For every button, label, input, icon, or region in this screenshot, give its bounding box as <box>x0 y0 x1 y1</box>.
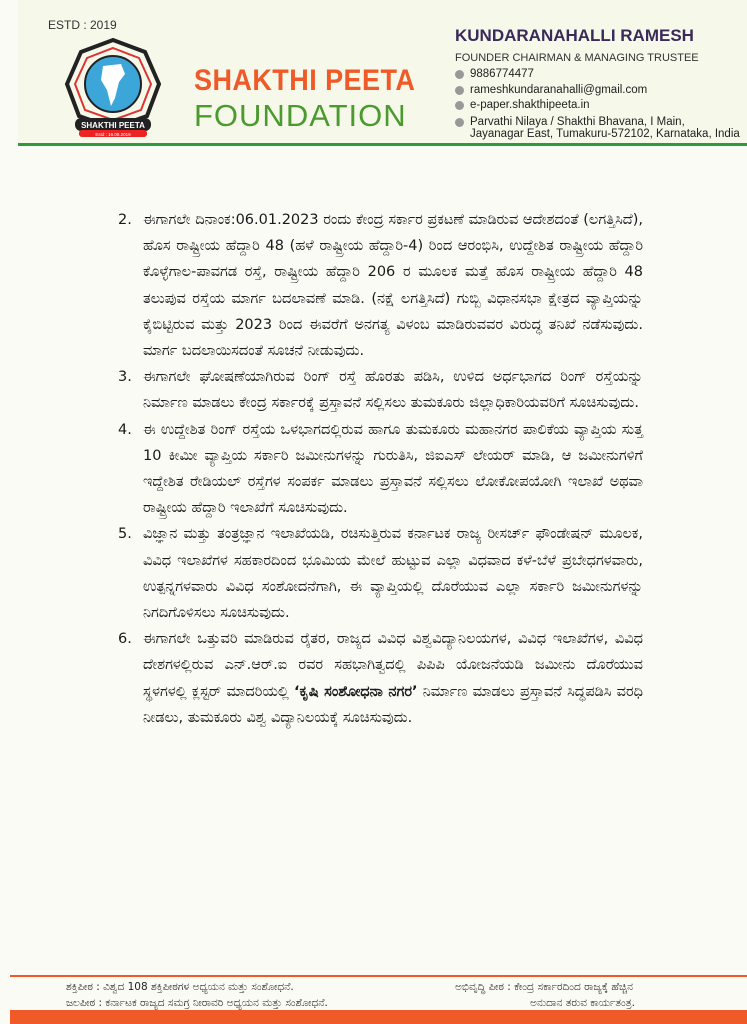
footer-divider <box>10 975 747 977</box>
item-number: 6. <box>118 631 132 648</box>
item-text: ಈಗಾಗಲೇ ಘೋಷಣೆಯಾಗಿರುವ ರಿಂಗ್ ರಸ್ತೆ ಹೊರತು ಪಡಿಸಿ, ಉಳಿದ ಅರ್ಧಭಾಗದ ರಿಂಗ್ ರಸ್ತೆಯನ್ನು ನಿರ್ಮಾಣ ಮಾಡಲು ಕೇಂದ್ರ ಸರ್ಕಾರಕ್ಕೆ ಪ್ರಸ್ತಾವನೆ ಸಲ್ಲಿಸಲು ತುಮಕೂರು ಜಿಲ್ಲಾಧಿಕಾರಿಯವರಿಗೆ ಸೂಚಿಸುವುದು. <box>143 369 643 412</box>
item-text-part: ನಿರ್ಮಾಣ ಮಾಡಲು ಪ್ರಸ್ತಾವನೆ ಸಿದ್ಧಪಡಿಸಿ ವರಧಿ ನೀಡಲು, ತುಮಕೂರು ವಿಶ್ವ ವಿದ್ಯಾನಿಲಯಕ್ಕೆ ಸೂಚಿಸುವುದು. <box>143 683 643 726</box>
svg-text:Estd : 16.08.2019: Estd : 16.08.2019 <box>95 132 131 137</box>
footer-shakthipeeta: ಶಕ್ತಿಪೀಠ : ವಿಶ್ವದ 108 ಶಕ್ತಿಪೀಠಗಳ ಅಧ್ಯಯನ ಮತ್ತು ಸಂಶೋಧನೆ. <box>66 981 294 993</box>
footer-abhivruddhi: ಅಭಿವೃದ್ಧಿ ಪೀಠ : ಕೇಂದ್ರ ಸರ್ಕಾರದಿಂದ ರಾಜ್ಯಕ್ಕೆ ಹೆಚ್ಚಿನ <box>455 981 633 993</box>
foundation-logo <box>63 38 163 138</box>
footer-jalapeeta: ಜಲಪೀಠ : ಕರ್ನಾಟಕ ರಾಜ್ಯದ ಸಮಗ್ರ ನೀರಾವರಿ ಅಧ್ಯಯನ ಮತ್ತು ಸಂಶೋಧನೆ. <box>66 997 328 1009</box>
list-item <box>118 521 643 626</box>
item-number: 5. <box>118 526 132 543</box>
item-number: 2. <box>118 212 132 228</box>
list-item <box>118 417 643 522</box>
list-item <box>118 364 643 416</box>
address-line-1: Parvathi Nilaya / Shakthi Bhavana, I Main, <box>470 116 685 128</box>
address-contact <box>455 116 740 140</box>
phone-number: 9886774477 <box>470 68 534 80</box>
item-text-part: ಈಗಾಗಲೇ ಒತ್ತುವರಿ ಮಾಡಿರುವ ರೈತರ, ರಾಜ್ಯದ ವಿವಿಧ ವಿಶ್ವವಿದ್ಯಾನಿಲಯಗಳ, ವಿವಿಧ ಇಲಾಖೆಗಳ, ವಿವಿಧ ದೇಶಗಳಲ್ಲಿರುವ ಎನ್.ಆರ್.ಐ ರವರ ಸಹಭಾಗಿತ್ವದಲ್ಲಿ ಪಿಪಿಪಿ ಯೋಜನೆಯಡಿ ಜಮೀನು ದೊರೆಯುವ ಸ್ಥಳಗಳಲ್ಲಿ ಕ್ಲಸ್ಟರ್ ಮಾದರಿಯಲ್ಲಿ <box>143 631 643 700</box>
svg-text:SHAKTHI PEETA: SHAKTHI PEETA <box>81 121 145 130</box>
highlighted-project-name: ‘ಕೃಷಿ ಸಂಶೋಧನಾ ನಗರ’ <box>294 683 418 700</box>
item-text: ವಿಜ್ಞಾನ ಮತ್ತು ತಂತ್ರಜ್ಞಾನ ಇಲಾಖೆಯಡಿ, ರಚಿಸುತ್ತಿರುವ ಕರ್ನಾಟಕ ರಾಜ್ಯ ರೀಸರ್ಚ್ ಫೌಂಡೇಷನ್ ಮೂಲಕ, ವಿವಿಧ ಇಲಾಖೆಗಳ ಸಹಕಾರದಿಂದ ಭೂಮಿಯ ಮೇಲೆ ಹುಟ್ಟುವ ಎಲ್ಲಾ ವಿಧವಾದ ಕಳೆ-ಬೆಳೆ ಪ್ರಬೇಧಗಳವಾರು, ಉತ್ಪನ್ನಗಳವಾರು ವಿವಿಧ ಸಂಶೋದನೆಗಾಗಿ, ಈ ವ್ಯಾಪ್ತಿಯಲ್ಲಿ ದೊರೆಯುವ ಎಲ್ಲಾ ಸರ್ಕಾರಿ ಜಮೀನುಗಳನ್ನು ನಿಗದಿಗೊಳಿಸಲು ಸೂಚಿಸುವುದು. <box>143 526 643 622</box>
website-url: e-paper.shakthipeeta.in <box>470 99 590 111</box>
person-name: KUNDARANAHALLI RAMESH <box>455 26 694 45</box>
phone-icon <box>455 70 464 79</box>
person-role: FOUNDER CHAIRMAN & MANAGING TRUSTEE <box>455 52 699 64</box>
footer-left <box>66 979 328 1011</box>
email-icon <box>455 86 464 95</box>
email-contact <box>455 84 647 96</box>
item-text: ಈ ಉದ್ದೇಶಿತ ರಿಂಗ್ ರಸ್ತೆಯ ಒಳಭಾಗದಲ್ಲಿರುವ ಹಾಗೂ ತುಮಕೂರು ಮಹಾನಗರ ಪಾಲಿಕೆಯ ವ್ಯಾಪ್ತಿಯ ಸುತ್ತ 10 ಕೀಮೀ ವ್ಯಾಪ್ತಿಯ ಸರ್ಕಾರಿ ಜಮೀನುಗಳನ್ನು ಗುರುತಿಸಿ, ಜಿಐಎಸ್ ಲೇಯರ್ ಮಾಡಿ, ಆ ಜಮೀನುಗಳಿಗೆ ಇದ್ದೇಶಿತ ರೇಡಿಯಲ್ ರಸ್ತೆಗಳ ಸಂಪರ್ಕ ಮಾಡಲು ಪ್ರಸ್ತಾವನೆ ಸಲ್ಲಿಸಲು ಲೋಕೋಪಯೋಗಿ ಇಲಾಖೆ ಅಥವಾ ರಾಷ್ಟ್ರೀಯ ಹೆದ್ದಾರಿ ಇಲಾಖೆಗೆ ಸೂಚಿಸುವುದು. <box>143 421 643 517</box>
footer-bar <box>10 1010 747 1024</box>
established-year: ESTD : 2019 <box>48 18 117 32</box>
address-line-2: Jayanagar East, Tumakuru-572102, Karnataka, India <box>470 128 740 140</box>
item-number: 3. <box>118 369 132 386</box>
list-item <box>118 207 643 364</box>
phone-contact <box>455 68 534 80</box>
globe-icon <box>455 101 464 110</box>
item-text: ಈಗಾಗಲೇ ದಿನಾಂಕ:06.01.2023 ರಂದು ಕೇಂದ್ರ ಸರ್ಕಾರ ಪ್ರಕಟಣೆ ಮಾಡಿರುವ ಆದೇಶದಂತೆ (ಲಗತ್ತಿಸಿದೆ), ಹೊಸ ರಾಷ್ಟ್ರೀಯ ಹೆದ್ದಾರಿ 48 (ಹಳೆ ರಾಷ್ಟ್ರೀಯ ಹೆದ್ದಾರಿ-4) ರಿಂದ ಆರಂಭಿಸಿ, ಉದ್ದೇಶಿತ ರಾಷ್ಟ್ರೀಯ ಹೆದ್ದಾರಿ ಕೊಳ್ಳೆಗಾಲ-ಪಾವಗಡ ರಸ್ತೆ, ರಾಷ್ಟ್ರೀಯ ಹೆದ್ದಾರಿ 206 ರ ಮೂಲಕ ಮತ್ತೆ ಹೊಸ ರಾಷ್ಟ್ರೀಯ ಹೆದ್ದಾರಿ 48 ತಲುಪುವ ರಸ್ತೆಯ ಮಾರ್ಗ ಬದಲಾವಣೆ ಮಾಡಿ. (ನಕ್ಷೆ ಲಗತ್ತಿಸಿದೆ) ಗುಬ್ಬಿ ವಿಧಾನಸಭಾ ಕ್ಷೇತ್ರದ ವ್ಯಾಪ್ತಿಯನ್ನು ಕೈಬಿಟ್ಟಿರುವ ಮತ್ತು 2023 ರಿಂದ ಈವರೆಗೆ ಅನಗತ್ಯ ವಿಳಂಬ ಮಾಡಿರುವವರ ವಿರುದ್ಧ ತನಿಖೆ ನಡೆಸುವುದು. ಮಾರ್ಗ ಬದಲಾಯಿಸದಂತೆ ಸೂಚನೆ ನೀಡುವುದು. <box>143 212 643 360</box>
organization-subtitle: FOUNDATION <box>194 98 407 133</box>
footer-right <box>455 979 635 1011</box>
item-number: 4. <box>118 421 132 438</box>
organization-name: SHAKTHI PEETA <box>194 64 416 97</box>
location-icon <box>455 118 464 127</box>
letter-body <box>118 207 643 731</box>
letterhead <box>18 0 747 146</box>
footer-abhivruddhi-cont: ಅನುದಾನ ತರುವ ಕಾರ್ಯತಂತ್ರ. <box>530 997 635 1009</box>
item-text <box>143 626 643 731</box>
list-item <box>118 626 643 731</box>
website-contact <box>455 99 590 111</box>
email-address: rameshkundaranahalli@gmail.com <box>470 84 648 96</box>
